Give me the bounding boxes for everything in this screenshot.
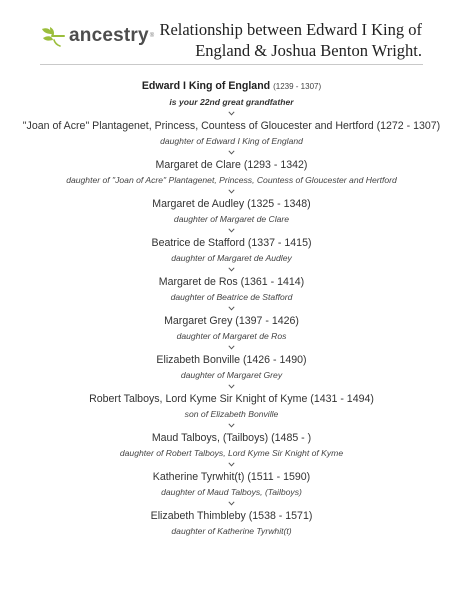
person-dates: (1239 - 1307) <box>273 82 322 91</box>
person-entry: Elizabeth Thimbleby (1538 - 1571) <box>150 510 313 522</box>
chevron-down-icon <box>228 306 235 311</box>
chevron-down-icon <box>228 111 235 116</box>
relationship-label: daughter of "Joan of Acre" Plantagenet, Princess, Countess of Gloucester and Hertford <box>66 175 397 185</box>
person-entry: Beatrice de Stafford (1337 - 1415) <box>151 237 312 249</box>
relationship-label: daughter of Margaret de Audley <box>171 253 292 263</box>
leaf-icon <box>40 25 66 47</box>
chevron-down-icon <box>228 267 235 272</box>
relationship-label: daughter of Edward I King of England <box>160 136 303 146</box>
chevron-down-icon <box>228 423 235 428</box>
person-entry: Katherine Tyrwhit(t) (1511 - 1590) <box>152 471 311 483</box>
relationship-label: son of Elizabeth Bonville <box>184 409 279 419</box>
chain-connector <box>0 265 463 274</box>
relationship-label: daughter of Beatrice de Stafford <box>170 292 293 302</box>
relationship-label: daughter of Robert Talboys, Lord Kyme Sir Knight of Kyme <box>119 448 344 458</box>
chevron-down-icon <box>228 501 235 506</box>
chain-connector <box>0 343 463 352</box>
relationship-label: daughter of Katherine Tyrwhit(t) <box>171 526 292 536</box>
chevron-down-icon <box>228 345 235 350</box>
chevron-down-icon <box>228 384 235 389</box>
relationship-label: daughter of Margaret de Clare <box>173 214 290 224</box>
chevron-down-icon <box>228 228 235 233</box>
person-entry: Margaret de Ros (1361 - 1414) <box>158 276 305 288</box>
chain-connector <box>0 460 463 469</box>
relationship-summary: is your 22nd great grandfather <box>169 97 294 107</box>
person-entry: Margaret de Audley (1325 - 1348) <box>152 198 311 210</box>
header-divider <box>40 64 423 65</box>
person-entry: Maud Talboys, (Tailboys) (1485 - ) <box>151 432 312 444</box>
relationship-label: daughter of Margaret de Ros <box>176 331 287 341</box>
header <box>0 0 463 66</box>
relationship-label: daughter of Maud Talboys, (Tailboys) <box>161 487 302 497</box>
trademark: ® <box>149 33 155 39</box>
chain-connector <box>0 226 463 235</box>
chain-connector <box>0 187 463 196</box>
chain-connector <box>0 109 463 118</box>
relationship-label: daughter of Margaret Grey <box>180 370 283 380</box>
person-name: Edward I King of England <box>141 80 271 92</box>
chain-connector <box>0 421 463 430</box>
chain-connector <box>0 148 463 157</box>
person-entry: Margaret de Clare (1293 - 1342) <box>155 159 308 171</box>
chevron-down-icon <box>228 150 235 155</box>
person-entry: Margaret Grey (1397 - 1426) <box>164 315 299 327</box>
ancestry-logo <box>40 24 154 48</box>
person-entry: "Joan of Acre" Plantagenet, Princess, Countess of Gloucester and Hertford (1272 - 1307) <box>22 120 441 132</box>
page-title: Relationship between Edward I King of England & Joshua Benton Wright. <box>159 20 422 60</box>
chain-connector <box>0 499 463 508</box>
chain-connector <box>0 304 463 313</box>
chevron-down-icon <box>228 189 235 194</box>
logo-text: ancestry <box>69 25 149 46</box>
person-entry-top <box>0 78 463 95</box>
chain-connector <box>0 382 463 391</box>
relationship-chain <box>0 78 463 538</box>
person-entry: Robert Talboys, Lord Kyme Sir Knight of Kyme (1431 - 1494) <box>89 393 374 405</box>
person-entry: Elizabeth Bonville (1426 - 1490) <box>156 354 307 366</box>
chevron-down-icon <box>228 462 235 467</box>
